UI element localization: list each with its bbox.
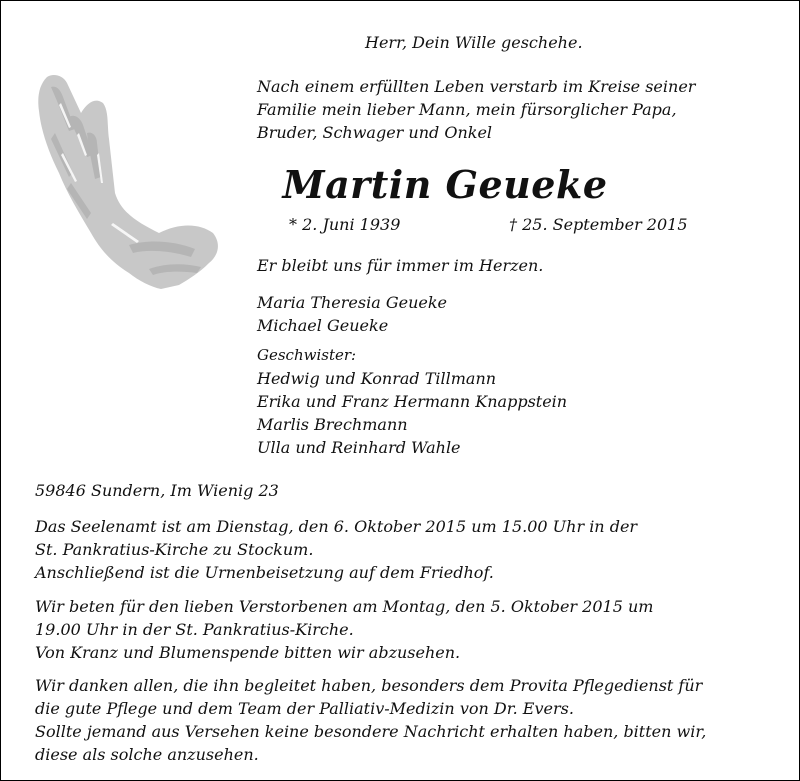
death-date: † 25. September 2015 bbox=[509, 215, 688, 234]
intro-text bbox=[257, 75, 695, 144]
paragraph-line: Wir danken allen, die ihn begleitet haben, besonders dem Provita Pflegedienst für bbox=[35, 676, 703, 695]
paragraph-line: die gute Pflege und dem Team der Palliativ-Medizin von Dr. Evers. bbox=[35, 699, 574, 718]
prayer-paragraph bbox=[35, 595, 653, 664]
sibling-entry: Hedwig und Konrad Tillmann bbox=[257, 369, 497, 388]
family-list bbox=[257, 291, 447, 337]
family-member: Maria Theresia Geueke bbox=[257, 293, 448, 312]
sibling-entry: Erika und Franz Hermann Knappstein bbox=[257, 392, 568, 411]
siblings-list bbox=[257, 344, 567, 459]
paragraph-line: Sollte jemand aus Versehen keine besondere Nachricht erhalten haben, bitten wir, bbox=[35, 722, 707, 741]
paragraph-line: Wir beten für den lieben Verstorbenen am Montag, den 5. Oktober 2015 um bbox=[35, 597, 654, 616]
family-member: Michael Geueke bbox=[257, 316, 389, 335]
siblings-label: Geschwister: bbox=[257, 346, 357, 364]
paragraph-line: 19.00 Uhr in der St. Pankratius-Kirche. bbox=[35, 620, 354, 639]
paragraph-line: Das Seelenamt ist am Dienstag, den 6. Oktober 2015 um 15.00 Uhr in der bbox=[35, 517, 638, 536]
address: 59846 Sundern, Im Wienig 23 bbox=[35, 481, 279, 500]
intro-line: Nach einem erfüllten Leben verstarb im Kreise seiner bbox=[257, 77, 696, 96]
birth-date: * 2. Juni 1939 bbox=[289, 215, 401, 234]
sibling-entry: Marlis Brechmann bbox=[257, 415, 408, 434]
intro-line: Bruder, Schwager und Onkel bbox=[257, 123, 493, 142]
paragraph-line: Anschließend ist die Urnenbeisetzung auf dem Friedhof. bbox=[35, 563, 494, 582]
paragraph-line: Von Kranz und Blumenspende bitten wir abzusehen. bbox=[35, 643, 461, 662]
sibling-entry: Ulla und Reinhard Wahle bbox=[257, 438, 461, 457]
remembrance-line: Er bleibt uns für immer im Herzen. bbox=[257, 256, 544, 275]
requiem-paragraph bbox=[35, 515, 637, 584]
paragraph-line: St. Pankratius-Kirche zu Stockum. bbox=[35, 540, 314, 559]
thanks-paragraph bbox=[35, 674, 706, 766]
paragraph-line: diese als solche anzusehen. bbox=[35, 745, 259, 764]
motto: Herr, Dein Wille geschehe. bbox=[365, 33, 583, 52]
deceased-name: Martin Geueke bbox=[282, 162, 608, 207]
intro-line: Familie mein lieber Mann, mein fürsorglicher Papa, bbox=[257, 100, 677, 119]
